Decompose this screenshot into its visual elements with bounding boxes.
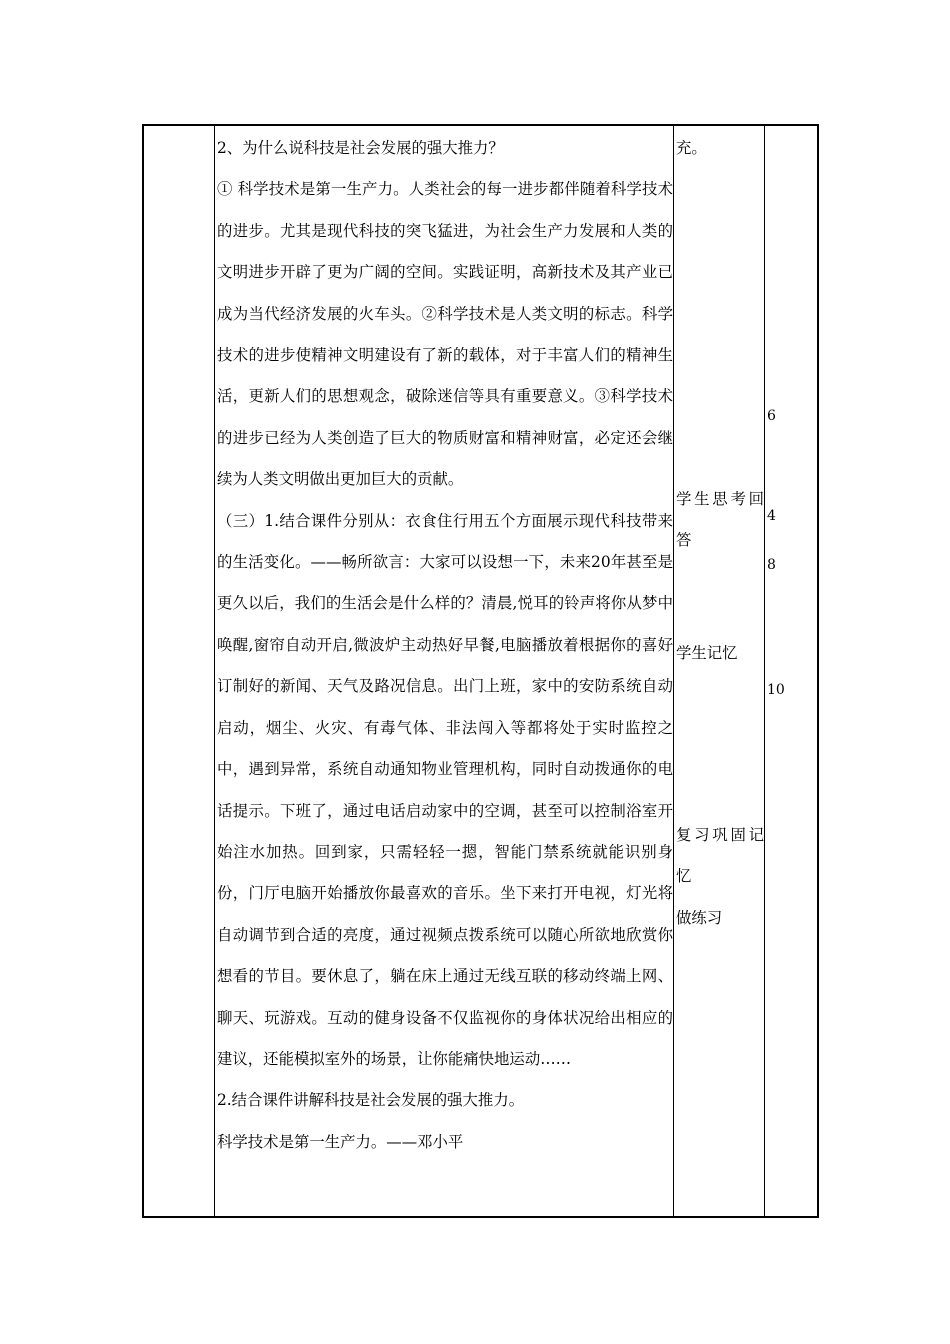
quote-paragraph: 科学技术是第一生产力。——邓小平 (217, 1132, 464, 1151)
student-activity-continued: 充。 (676, 139, 707, 157)
lecture-paragraph: 2.结合课件讲解科技是社会发展的强大推力。 (217, 1091, 525, 1110)
column-divider (764, 126, 765, 1216)
student-activity-think-answer: 学生思考回答 (676, 490, 764, 550)
question-heading: 2、为什么说科技是社会发展的强大推力？ (217, 139, 504, 157)
teaching-content-cell (217, 128, 673, 1163)
answer-paragraph: ① 科学技术是第一生产力。人类社会的每一进步都伴随着科学技术的进步。尤其是现代科技的突飞猛进，为社会生产力发展和人类的文明进步开辟了更为广阔的空间。实践证明，高新技术及其产业已成为当代经济发展的火车头。②科学技术是人类文明的标志。科学技术的进步使精神文明建设有了新的载体，对于丰富人们的精神生活，更新人们的思想观念，破除迷信等具有重要意义。③科学技术的进步已经为人类创造了巨大的物质财富和精神财富，必定还会继续为人类文明做出更加巨大的贡献。 (217, 180, 673, 489)
lesson-table (142, 124, 819, 1218)
time-value: 8 (767, 557, 776, 573)
column-divider (673, 126, 674, 1216)
activity-paragraph: （三）1.结合课件分别从：衣食住行用五个方面展示现代科技带来的生活变化。——畅所欲言：大家可以设想一下，未来20年甚至是更久以后，我们的生活会是什么样的？清晨,悦耳的铃声将你从梦中唤醒,窗帘自动开启,微波炉主动热好早餐,电脑播放着根据你的喜好订制好的新闻、天气及路况信息。出门上班，家中的安防系统自动启动，烟尘、火灾、有毒气体、非法闯入等都将处于实时监控之中，遇到异常，系统自动通知物业管理机构，同时自动拨通你的电话提示。下班了，通过电话启动家中的空调，甚至可以控制浴室开始注水加热。回到家，只需轻轻一摁，智能门禁系统就能识别身份，门厅电脑开始播放你最喜欢的音乐。坐下来打开电视，灯光将自动调节到合适的亮度，通过视频点拨系统可以随心所欲地欣赏你想看的节目。要休息了，躺在床上通过无线互联的移动终端上网、聊天、玩游戏。互动的健身设备不仅监视你的身体状况给出相应的建议，还能模拟室外的场景，让你能痛快地运动…… (217, 511, 673, 1068)
student-activity-exercise: 做练习 (676, 909, 723, 927)
column-divider (214, 126, 215, 1216)
student-activity-memorize: 学生记忆 (676, 644, 738, 662)
time-value: 4 (767, 508, 776, 524)
time-value: 10 (767, 682, 785, 698)
time-value: 6 (767, 408, 776, 424)
student-activity-review: 复习巩固记忆 (676, 826, 764, 886)
